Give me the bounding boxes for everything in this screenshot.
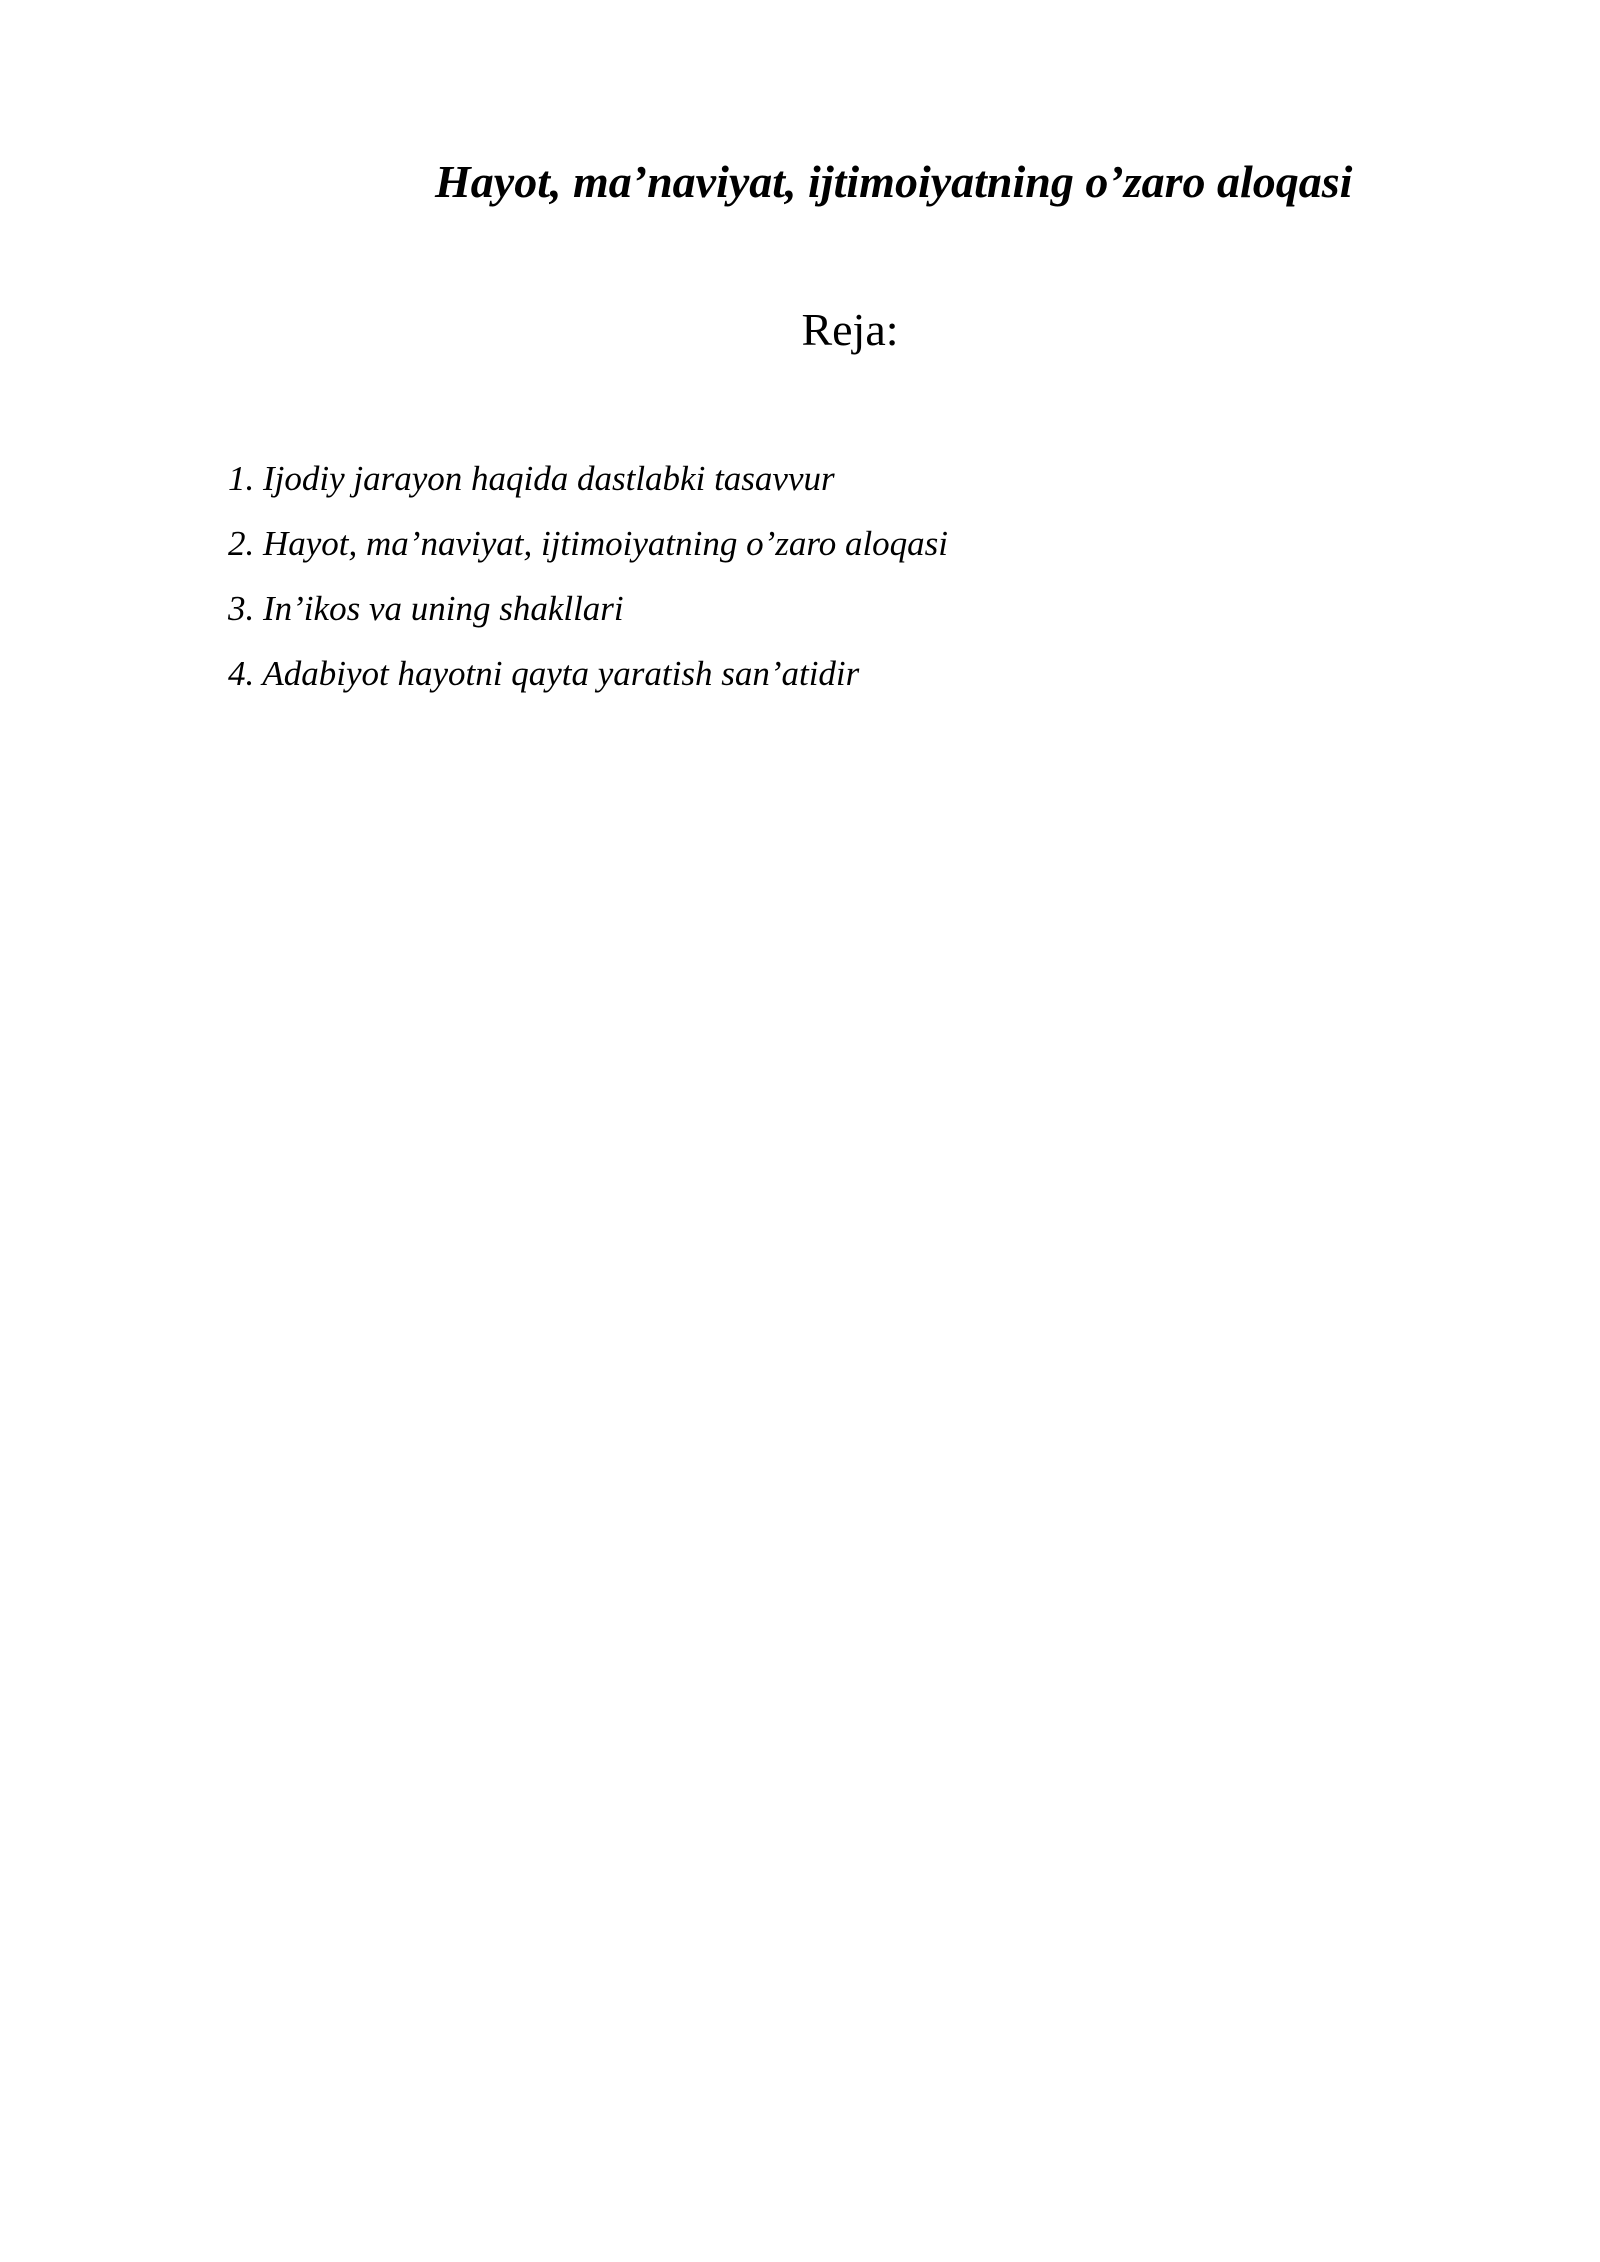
plan-item: 2. Hayot, ma’naviyat, ijtimoiyatning o’zaro aloqasi	[228, 524, 949, 563]
plan-list	[228, 446, 948, 706]
document-title: Hayot, ma’naviyat, ijtimoiyatning o’zaro aloqasi	[435, 156, 1353, 207]
plan-item: 3. In’ikos va uning shakllari	[228, 589, 624, 628]
plan-item: 4. Adabiyot hayotni qayta yaratish san’atidir	[228, 654, 860, 693]
plan-heading: Reja:	[801, 304, 899, 355]
plan-item: 1. Ijodiy jarayon haqida dastlabki tasavvur	[228, 459, 835, 498]
